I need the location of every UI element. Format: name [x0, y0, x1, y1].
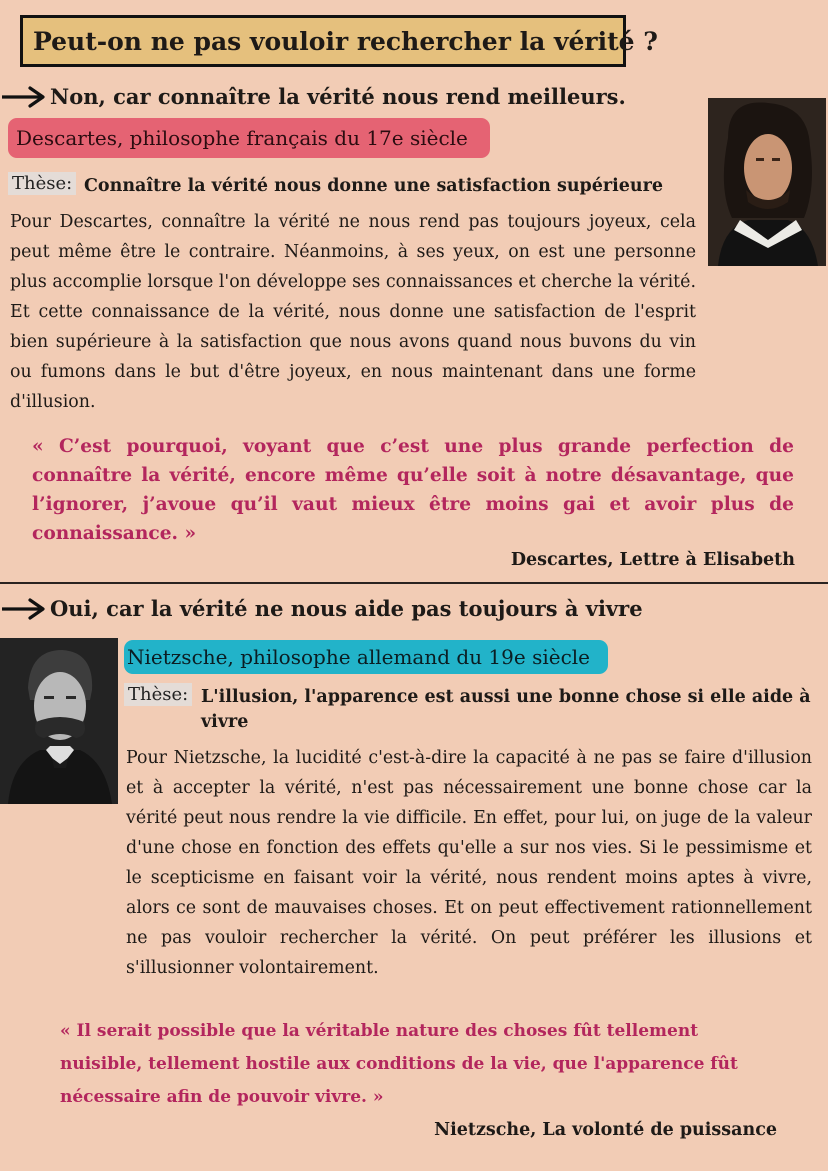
right-arrow-icon [2, 86, 46, 108]
answer-no: Non, car connaître la vérité nous rend meilleurs. [50, 84, 626, 109]
page-title-box [20, 15, 658, 67]
philosopher-tag-descartes [8, 118, 490, 158]
philosopher-tag-label: Descartes, philosophe français du 17e siècle [16, 126, 468, 150]
answer-yes: Oui, car la vérité ne nous aide pas toujours à vivre [50, 596, 643, 621]
these-label-1: Thèse: [8, 172, 76, 195]
right-arrow-icon [2, 598, 46, 620]
paragraph-nietzsche: Pour Nietzsche, la lucidité c'est-à-dire la capacité à ne pas se faire d'illusion et à accepter la vérité, n'est pas nécessairement une bonne chose car la vérité peut nous rendre la vie difficile. En effet, pour lui, on juge de la valeur d'une chose en fonction des effets qu'elle a sur nos vies. Si le pessimisme et le scepticisme en faisant voir la vérité, nous rendent moins aptes à vivre, alors ce sont de mauvaises choses. Et on peut effectivement rationnellement ne pas vouloir rechercher la vérité. On peut préférer les illusions et s'illusionner volontairement. [126, 748, 812, 978]
these-2: L'illusion, l'apparence est aussi une bonne chose si elle aide à vivre [201, 687, 811, 732]
philosopher-tag-nietzsche [124, 640, 608, 674]
source-nietzsche: Nietzsche, La volonté de puissance [434, 1120, 777, 1140]
nietzsche-portrait [0, 638, 118, 804]
descartes-portrait [708, 98, 826, 266]
philosopher-tag-label: Nietzsche, philosophe allemand du 19e siècle [127, 645, 590, 669]
quote-descartes: « C’est pourquoi, voyant que c’est une plus grande perfection de connaître la vérité, encore même qu’elle soit à notre désavantage, que l’ignorer, j’avoue qu’il vaut mieux être moins gai et avoir plus de connaissance. » [32, 436, 794, 544]
section-divider [0, 582, 828, 584]
these-label-2: Thèse: [124, 683, 192, 706]
page-title: Peut-on ne pas vouloir rechercher la vérité ? [33, 26, 658, 56]
paragraph-descartes: Pour Descartes, connaître la vérité ne nous rend pas toujours joyeux, cela peut même être le contraire. Néanmoins, à ses yeux, on est une personne plus accomplie lorsque l'on développe ses connaissances et cherche la vérité. Et cette connaissance de la vérité, nous donne une satisfaction de l'esprit bien supérieure à la satisfaction que nous avons quand nous buvons du vin ou fumons dans le but d'être joyeux, en nous maintenant dans une forme d'illusion. [10, 212, 696, 412]
these-1: Connaître la vérité nous donne une satisfaction supérieure [84, 176, 663, 196]
source-descartes: Descartes, Lettre à Elisabeth [510, 550, 795, 570]
quote-nietzsche: « Il serait possible que la véritable nature des choses fût tellement nuisible, tellement hostile aux conditions de la vie, que l'apparence fût nécessaire afin de pouvoir vivre. » [60, 1021, 738, 1107]
